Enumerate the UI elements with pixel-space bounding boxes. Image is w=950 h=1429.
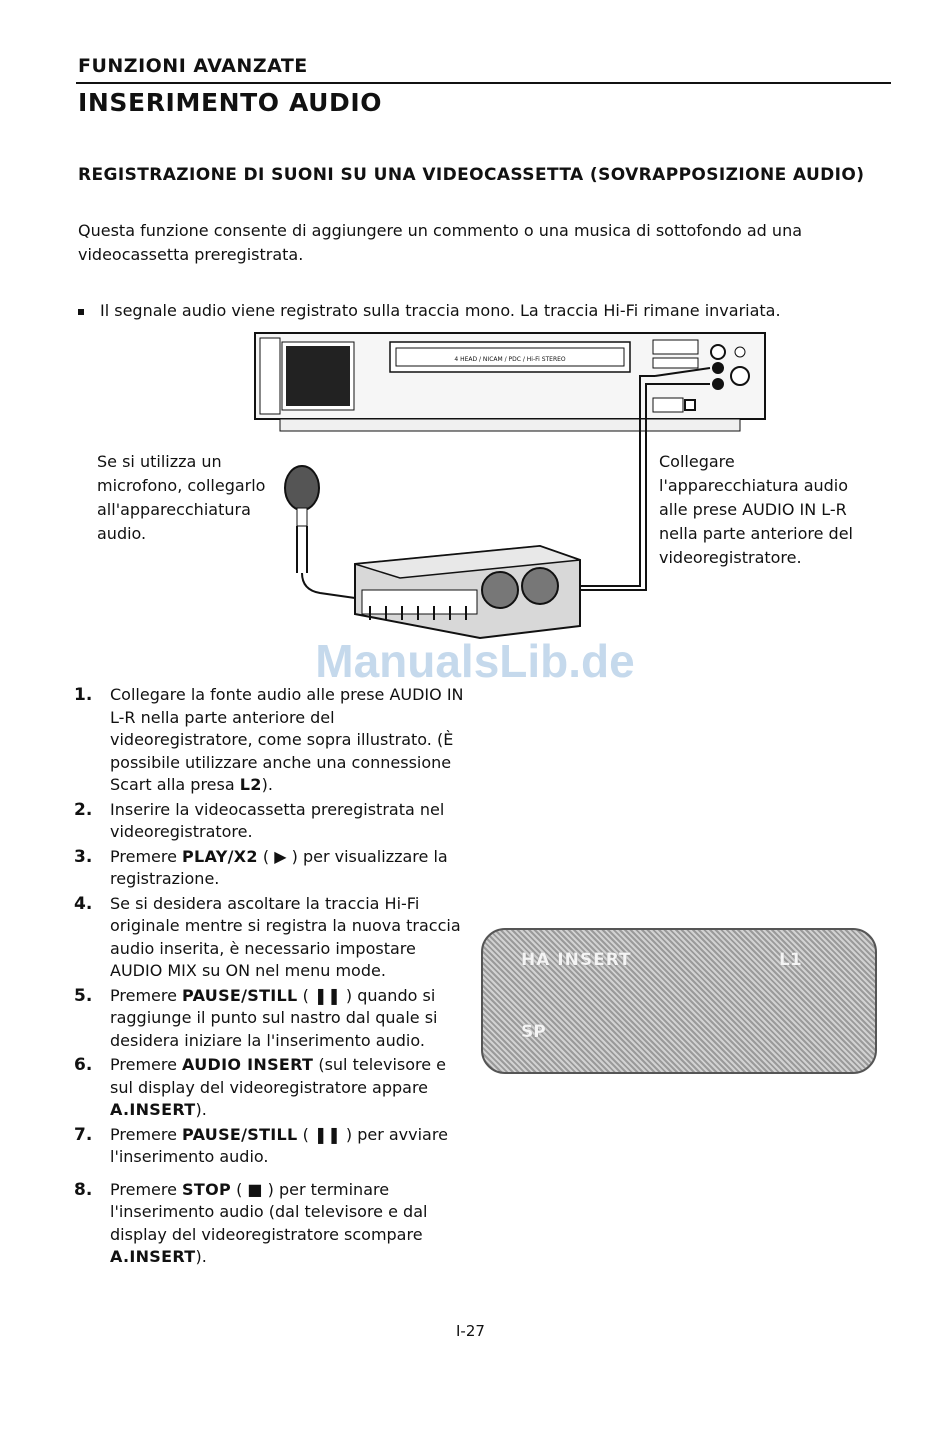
step-text: Premere PLAY/X2 ( ▶ ) per visualizzare la registrazione.: [110, 846, 448, 888]
step-number: 7.: [74, 1124, 93, 1145]
step-item: [74, 1179, 469, 1269]
bullet-icon: [78, 309, 84, 315]
tv-osd-display: [481, 928, 877, 1074]
step-item: [74, 1054, 469, 1122]
step-text: Premere PAUSE/STILL ( ❚❚ ) per avviare l'inserimento audio.: [110, 1124, 448, 1166]
step-number: 6.: [74, 1055, 93, 1075]
step-item: [74, 684, 469, 797]
step-text: Collegare la fonte audio alle prese AUDIO IN L-R nella parte anteriore del videoregistratore, come sopra illustrato. (È possibile utilizzare anche una connessione Scart alla presa L2).: [110, 685, 464, 794]
step-text: Premere AUDIO INSERT (sul televisore e sul display del videoregistratore appare A.INSERT).: [110, 1055, 447, 1119]
step-number: 5.: [74, 985, 93, 1006]
watermark: ManualsLib.de: [315, 635, 635, 687]
step-item: [74, 1124, 469, 1169]
step-text: Inserire la videocassetta preregistrata nel videoregistratore.: [110, 799, 445, 841]
osd-input-text: L1: [779, 950, 802, 970]
audio-equipment-illustration: [355, 546, 580, 638]
section-heading: FUNZIONI AVANZATE: [78, 55, 308, 77]
caption-microphone: Se si utilizza un microfono, collegarlo all'apparecchiatura audio.: [97, 452, 266, 543]
step-number: 4.: [74, 893, 93, 914]
osd-speed-text: SP: [521, 1022, 546, 1042]
page-title: INSERIMENTO AUDIO: [78, 88, 383, 117]
step-item: [74, 893, 469, 983]
step-number: 2.: [74, 799, 93, 820]
vcr-illustration: [255, 333, 765, 431]
step-item: [74, 799, 469, 844]
vcr-label: 4 HEAD / NICAM / PDC / Hi-Fi STEREO: [454, 356, 566, 363]
caption-connection: Collegare l'apparecchiatura audio alle prese AUDIO IN L-R nella parte anteriore del videoregistratore.: [659, 452, 853, 567]
step-item: [74, 846, 469, 891]
step-number: 3.: [74, 846, 93, 867]
step-number: 1.: [74, 685, 93, 705]
step-item: [74, 985, 469, 1053]
page-number: I-27: [456, 1322, 485, 1340]
step-number: 8.: [74, 1179, 93, 1200]
microphone-illustration: [285, 466, 355, 598]
intro-paragraph: Questa funzione consente di aggiungere un commento o una musica di sottofondo ad una videocassetta preregistrata.: [78, 221, 803, 264]
header-rule: [76, 82, 891, 84]
step-text: Premere PAUSE/STILL ( ❚❚ ) quando si raggiunge il punto sul nastro dal quale si desidera iniziare la l'inserimento audio.: [110, 985, 438, 1050]
subheading: REGISTRAZIONE DI SUONI SU UNA VIDEOCASSETTA (SOVRAPPOSIZIONE AUDIO): [78, 165, 865, 185]
step-text: Se si desidera ascoltare la traccia Hi-Fi originale mentre si registra la nuova traccia audio inserita, è necessario impostare AUDIO MIX su ON nel menu mode.: [110, 893, 461, 980]
bullet-text: Il segnale audio viene registrato sulla traccia mono. La traccia Hi-Fi rimane invariata.: [100, 301, 781, 320]
osd-mode-text: HA INSERT: [521, 950, 632, 970]
steps-list: [74, 684, 469, 1271]
bullet-note: [78, 299, 893, 323]
step-text: Premere STOP ( ■ ) per terminare l'inserimento audio (dal televisore e dal display del videoregistratore scompare A.INSERT).: [110, 1179, 428, 1266]
